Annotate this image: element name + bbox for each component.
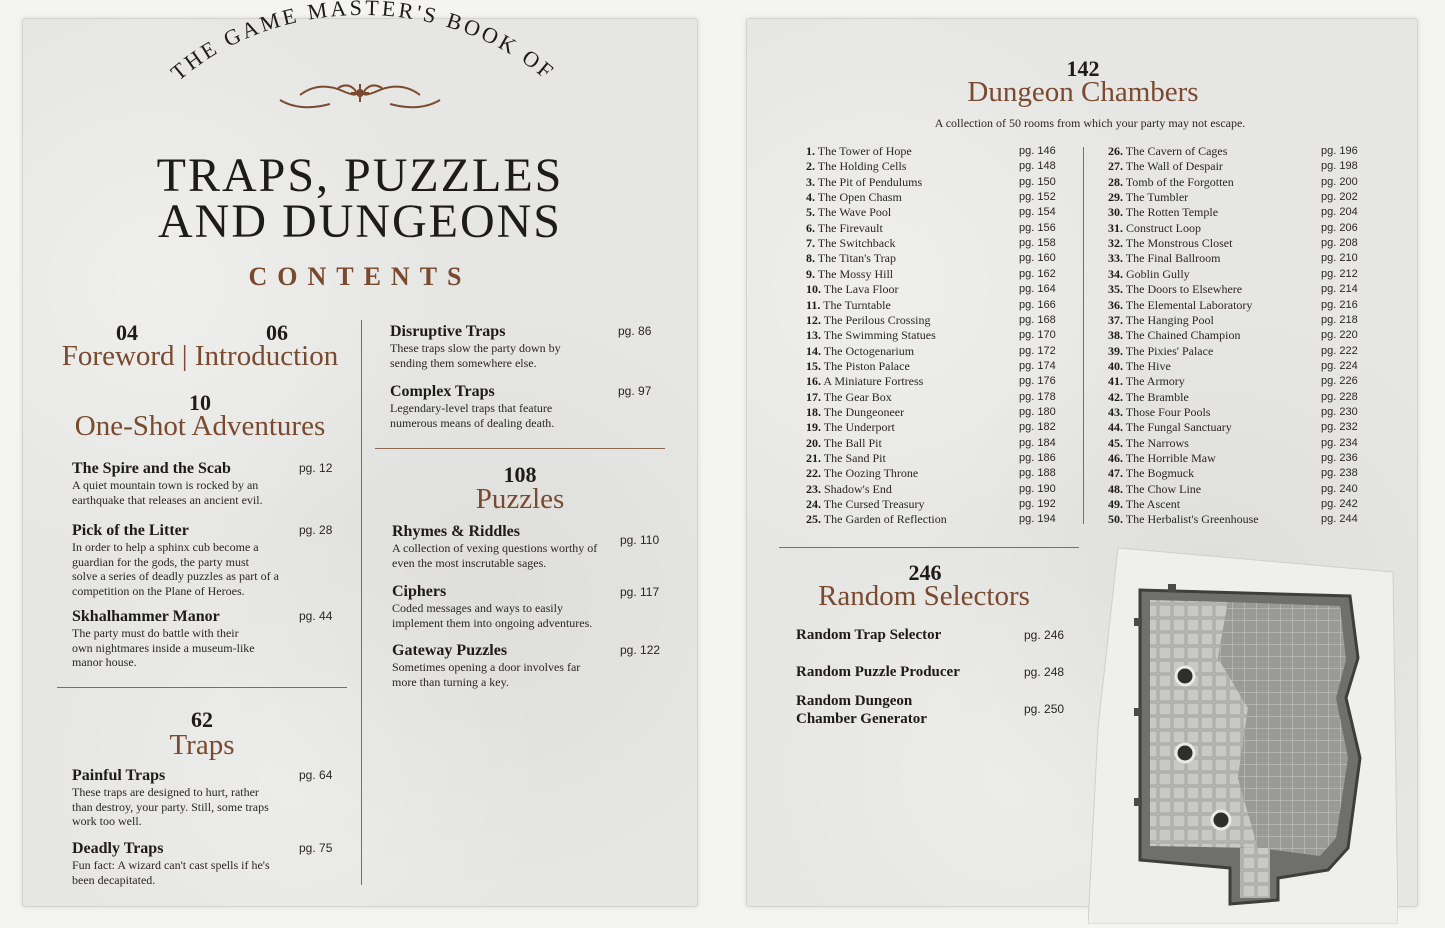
chamber-page: pg. 238 xyxy=(1321,467,1358,480)
chamber-page: pg. 154 xyxy=(1019,206,1056,219)
chamber-list-item[interactable] xyxy=(1108,405,1210,419)
chamber-number: 5. xyxy=(806,205,815,220)
chamber-list-item[interactable] xyxy=(806,159,906,173)
chamber-list-item[interactable] xyxy=(1108,159,1223,173)
entry-desc-line: Sometimes opening a door involves far xyxy=(392,660,581,674)
one-shot-section-title[interactable]: One-Shot Adventures xyxy=(74,410,326,442)
chambers-page-number: 142 xyxy=(1066,56,1100,81)
chamber-name: The Rotten Temple xyxy=(1125,205,1219,220)
entry-desc-line: In order to help a sphinx cub become a xyxy=(72,540,259,554)
chamber-list-item[interactable] xyxy=(806,328,936,342)
chamber-list-item[interactable] xyxy=(1108,420,1232,434)
chamber-page: pg. 226 xyxy=(1321,375,1358,388)
entry-title: Deadly Traps xyxy=(72,840,164,857)
chamber-name: The Armory xyxy=(1125,374,1185,389)
entry-page: pg. 64 xyxy=(299,768,333,782)
chamber-name: The Tumbler xyxy=(1125,190,1189,205)
traps-page-number: 62 xyxy=(191,707,213,732)
chamber-list-item[interactable] xyxy=(806,359,910,373)
chamber-list-item[interactable] xyxy=(1108,190,1188,204)
chamber-number: 24. xyxy=(806,497,821,512)
chamber-list-item[interactable] xyxy=(806,221,883,235)
chamber-name: Those Four Pools xyxy=(1125,404,1211,419)
chamber-page: pg. 208 xyxy=(1321,237,1358,250)
chamber-name: The Piston Palace xyxy=(823,358,910,373)
chamber-list-item[interactable] xyxy=(1108,512,1259,526)
random-page-number: 246 xyxy=(908,560,942,585)
chamber-number: 48. xyxy=(1108,481,1123,496)
entry-page: pg. 248 xyxy=(1024,665,1065,679)
chamber-name: Goblin Gully xyxy=(1126,266,1190,281)
toc-entry[interactable] xyxy=(392,582,617,630)
entry-title: Skhalhammer Manor xyxy=(72,608,220,625)
chamber-number: 11. xyxy=(806,297,821,312)
chamber-number: 18. xyxy=(806,404,821,419)
chamber-page: pg. 162 xyxy=(1019,267,1056,280)
chamber-number: 39. xyxy=(1108,343,1123,358)
svg-text:THE GAME MASTER'S BOOK OF: THE GAME MASTER'S BOOK OF xyxy=(165,0,561,86)
foreword-page-number: 04 xyxy=(116,320,138,345)
toc-entry[interactable] xyxy=(390,382,615,430)
chamber-number: 30. xyxy=(1108,205,1123,220)
chamber-list-item[interactable] xyxy=(1108,390,1189,404)
chamber-list-item[interactable] xyxy=(806,466,918,480)
entry-title: Gateway Puzzles xyxy=(392,642,508,659)
chamber-number: 7. xyxy=(806,236,815,251)
chamber-name: The Titan's Trap xyxy=(817,251,896,266)
chamber-number: 20. xyxy=(806,435,821,450)
entry-title: Ciphers xyxy=(392,583,447,600)
chamber-list-item[interactable] xyxy=(806,344,914,358)
chamber-name: The Chow Line xyxy=(1125,481,1202,496)
toc-entry[interactable] xyxy=(72,839,302,887)
entry-desc-line: Fun fact: A wizard can't cast spells if he's xyxy=(72,858,270,872)
chamber-page: pg. 212 xyxy=(1321,267,1358,280)
chamber-number: 4. xyxy=(806,190,815,205)
arched-title xyxy=(0,0,720,170)
chamber-page: pg. 194 xyxy=(1019,513,1056,526)
entry-desc-line: These traps are designed to hurt, rather xyxy=(72,785,259,799)
dungeon-map-illustration xyxy=(1088,548,1398,924)
chamber-number: 47. xyxy=(1108,466,1123,481)
chamber-number: 29. xyxy=(1108,190,1123,205)
chamber-number: 12. xyxy=(806,312,821,327)
entry-page: pg. 97 xyxy=(618,384,652,398)
chamber-number: 1. xyxy=(806,144,815,158)
chamber-name: The Switchback xyxy=(817,236,896,251)
entry-desc-line: even the most inscrutable sages. xyxy=(392,555,547,570)
chamber-list-item[interactable] xyxy=(1108,221,1201,235)
entry-page: pg. 117 xyxy=(620,585,660,599)
chamber-page: pg. 244 xyxy=(1321,513,1358,526)
entry-title: Rhymes & Riddles xyxy=(392,523,521,540)
chambers-subtitle: A collection of 50 rooms from which your party may not escape. xyxy=(934,116,1246,130)
introduction-page-number: 06 xyxy=(266,320,288,345)
chamber-name: The Open Chasm xyxy=(817,190,902,205)
toc-entry-title: Chamber Generator xyxy=(796,711,927,727)
chamber-list-item[interactable] xyxy=(806,282,898,296)
chamber-number: 10. xyxy=(806,282,821,297)
entry-page: pg. 86 xyxy=(618,324,652,338)
chamber-page: pg. 202 xyxy=(1321,191,1358,204)
chamber-page: pg. 188 xyxy=(1019,467,1056,480)
chamber-list-item[interactable] xyxy=(1108,205,1218,219)
chamber-page: pg. 168 xyxy=(1019,313,1056,326)
toc-entry[interactable] xyxy=(72,607,302,670)
chamber-list-item[interactable] xyxy=(806,144,912,158)
chamber-list-item[interactable] xyxy=(1108,298,1252,312)
chamber-number: 23. xyxy=(806,481,821,496)
chamber-name: The Firevault xyxy=(817,220,883,235)
entry-desc-line: solve a series of deadly puzzles as part of a xyxy=(72,569,279,583)
toc-entry[interactable] xyxy=(392,641,617,689)
chamber-number: 3. xyxy=(806,174,815,189)
entry-desc-line: than destroy, your party. Still, some traps xyxy=(72,799,269,814)
chamber-number: 13. xyxy=(806,328,821,343)
entry-desc-line: Coded messages and ways to easily xyxy=(392,601,563,615)
chamber-name: The Turntable xyxy=(823,297,891,312)
entry-page: pg. 12 xyxy=(299,461,333,475)
chamber-list-item[interactable] xyxy=(1108,374,1185,388)
chamber-page: pg. 148 xyxy=(1019,160,1056,173)
chamber-number: 42. xyxy=(1108,389,1123,404)
chamber-name: The Narrows xyxy=(1125,435,1189,450)
chamber-list-item[interactable] xyxy=(806,482,892,496)
chamber-page: pg. 192 xyxy=(1019,498,1056,511)
chamber-number: 46. xyxy=(1108,451,1123,465)
chamber-page: pg. 174 xyxy=(1019,359,1056,372)
chamber-page: pg. 160 xyxy=(1019,252,1056,265)
chamber-number: 25. xyxy=(806,512,821,527)
chamber-page: pg. 178 xyxy=(1019,390,1056,403)
toc-entry[interactable] xyxy=(72,521,302,598)
chamber-list-item[interactable] xyxy=(1108,482,1201,496)
entry-page: pg. 250 xyxy=(1024,702,1065,716)
section-divider xyxy=(375,448,665,449)
title-line-2: AND DUNGEONS xyxy=(158,195,562,248)
chamber-name: The Monstrous Closet xyxy=(1125,236,1233,251)
chamber-name: Construct Loop xyxy=(1126,220,1201,235)
chamber-page: pg. 180 xyxy=(1019,405,1056,418)
chamber-number: 32. xyxy=(1108,236,1123,251)
chamber-name: The Wall of Despair xyxy=(1125,159,1223,174)
chamber-page: pg. 152 xyxy=(1019,191,1056,204)
chamber-list-item[interactable] xyxy=(806,251,896,265)
chamber-name: The Final Ballroom xyxy=(1125,251,1221,266)
chamber-name: The Dungeoneer xyxy=(823,404,905,419)
chamber-list-item[interactable] xyxy=(1108,359,1171,373)
random-section-title[interactable]: Random Selectors xyxy=(818,580,1030,612)
chamber-number: 34. xyxy=(1108,266,1123,281)
chamber-page: pg. 216 xyxy=(1321,298,1358,311)
chamber-page: pg. 218 xyxy=(1321,313,1358,326)
chamber-number: 6. xyxy=(806,220,815,235)
chamber-name: The Elemental Laboratory xyxy=(1125,297,1253,312)
chamber-number: 17. xyxy=(806,389,821,404)
chamber-number: 50. xyxy=(1108,512,1123,527)
chamber-page: pg. 232 xyxy=(1321,421,1358,434)
chamber-name: A Miniature Fortress xyxy=(823,374,924,389)
chamber-page: pg. 198 xyxy=(1321,160,1358,173)
chamber-name: The Sand Pit xyxy=(823,451,886,465)
entry-desc-line: been decapitated. xyxy=(72,872,156,887)
chamber-number: 33. xyxy=(1108,251,1123,266)
chamber-list-item[interactable] xyxy=(1108,497,1180,511)
chamber-name: The Herbalist's Greenhouse xyxy=(1125,512,1259,527)
chamber-page: pg. 172 xyxy=(1019,344,1056,357)
chamber-page: pg. 234 xyxy=(1321,436,1358,449)
chamber-page: pg. 196 xyxy=(1321,145,1358,157)
entry-title: Painful Traps xyxy=(72,767,166,784)
chamber-page: pg. 182 xyxy=(1019,421,1056,434)
chamber-number: 14. xyxy=(806,343,821,358)
chamber-name: The Bogmuck xyxy=(1125,466,1195,481)
chamber-page: pg. 150 xyxy=(1019,175,1056,188)
flourish-ornament xyxy=(280,84,440,107)
chamber-number: 31. xyxy=(1108,220,1123,235)
chamber-name: The Mossy Hill xyxy=(817,266,894,281)
chamber-page: pg. 170 xyxy=(1019,329,1056,342)
chamber-name: The Ball Pit xyxy=(823,435,882,450)
chamber-page: pg. 176 xyxy=(1019,375,1056,388)
chamber-list-item[interactable] xyxy=(1108,144,1227,158)
entry-page: pg. 44 xyxy=(299,609,333,623)
entry-page: pg. 246 xyxy=(1024,628,1065,642)
chamber-name: The Bramble xyxy=(1125,389,1189,404)
chamber-page: pg. 228 xyxy=(1321,390,1358,403)
chamber-page: pg. 210 xyxy=(1321,252,1358,265)
chamber-page: pg. 206 xyxy=(1321,221,1358,234)
entry-page: pg. 75 xyxy=(299,841,333,855)
chamber-name: The Octogenarium xyxy=(823,343,915,358)
chamber-page: pg. 204 xyxy=(1321,206,1358,219)
entry-page: pg. 28 xyxy=(299,523,333,537)
chambers-section-title[interactable]: Dungeon Chambers xyxy=(967,76,1199,108)
chamber-list-item[interactable] xyxy=(806,374,923,388)
chamber-name: The Hanging Pool xyxy=(1125,312,1214,327)
entry-desc-line: A collection of vexing questions worthy of xyxy=(392,541,598,555)
toc-entry[interactable] xyxy=(390,322,615,370)
chamber-number: 22. xyxy=(806,466,821,481)
puzzles-section-title[interactable]: Puzzles xyxy=(475,483,565,515)
chamber-page: pg. 200 xyxy=(1321,175,1358,188)
chamber-list-item[interactable] xyxy=(1108,282,1242,296)
toc-entry-title[interactable]: Random Puzzle Producer xyxy=(796,664,960,680)
chamber-list-item[interactable] xyxy=(806,436,882,450)
chamber-list-item[interactable] xyxy=(1108,313,1214,327)
chamber-list-item[interactable] xyxy=(1108,451,1216,465)
entry-desc-line: work too well. xyxy=(72,814,142,828)
toc-entry-title[interactable]: Random Trap Selector xyxy=(796,627,942,643)
entry-title: Pick of the Litter xyxy=(72,522,189,539)
chamber-number: 2. xyxy=(806,159,815,174)
entry-desc-line: implement them into ongoing adventures. xyxy=(392,615,593,630)
chamber-page: pg. 156 xyxy=(1019,221,1056,234)
chamber-list-item[interactable] xyxy=(806,512,947,526)
chamber-number: 44. xyxy=(1108,420,1123,435)
chamber-name: The Swimming Statues xyxy=(823,328,936,343)
toc-entry-title: Random Dungeon xyxy=(796,693,913,709)
entry-title: Disruptive Traps xyxy=(390,323,506,340)
chamber-list-item[interactable] xyxy=(806,313,930,327)
chamber-page: pg. 242 xyxy=(1321,498,1358,511)
entry-desc-line: Legendary-level traps that feature xyxy=(390,401,553,415)
entry-desc-line: numerous means of dealing death. xyxy=(390,415,555,430)
chamber-name: The Pit of Pendulums xyxy=(817,174,923,189)
chamber-page: pg. 164 xyxy=(1019,283,1056,296)
section-divider xyxy=(779,547,1079,548)
entry-title: Complex Traps xyxy=(390,383,495,400)
chamber-page: pg. 214 xyxy=(1321,283,1358,296)
chamber-list-item[interactable] xyxy=(806,236,895,250)
chamber-list-item[interactable] xyxy=(1108,344,1213,358)
chamber-name: The Pixies' Palace xyxy=(1125,343,1214,358)
chamber-page: pg. 186 xyxy=(1019,452,1056,464)
chamber-page: pg. 184 xyxy=(1019,436,1056,449)
chamber-name: The Chained Champion xyxy=(1125,328,1241,343)
entry-page: pg. 110 xyxy=(620,533,660,547)
chamber-number: 49. xyxy=(1108,497,1123,512)
chamber-name: The Oozing Throne xyxy=(823,466,919,481)
entry-title: The Spire and the Scab xyxy=(72,460,231,477)
chamber-name: The Underport xyxy=(823,420,895,435)
chamber-name: The Cursed Treasury xyxy=(823,497,925,512)
chamber-number: 26. xyxy=(1108,144,1123,158)
entry-desc-line: own nightmares inside a museum-like xyxy=(72,640,255,655)
chamber-page: pg. 236 xyxy=(1321,452,1358,464)
entry-desc-line: The party must do battle with their xyxy=(72,626,239,640)
chamber-page: pg. 224 xyxy=(1321,359,1358,372)
chamber-name: The Holding Cells xyxy=(817,159,907,174)
chamber-name: The Hive xyxy=(1125,358,1171,373)
chamber-name: The Horrible Maw xyxy=(1125,451,1216,465)
entry-desc-line: earthquake that releases an ancient evil. xyxy=(72,492,263,507)
chamber-list-item[interactable] xyxy=(806,175,922,189)
chamber-number: 21. xyxy=(806,451,821,465)
entry-desc-line: sending them somewhere else. xyxy=(390,355,537,370)
one-shot-page-number: 10 xyxy=(189,390,211,415)
chamber-name: The Doors to Elsewhere xyxy=(1125,282,1243,297)
entry-page: pg. 122 xyxy=(620,643,661,657)
chamber-list-item[interactable] xyxy=(1108,236,1232,250)
entry-desc-line: A quiet mountain town is rocked by an xyxy=(72,478,259,492)
chamber-number: 36. xyxy=(1108,297,1123,312)
chamber-list-item[interactable] xyxy=(1108,267,1190,281)
toc-entry[interactable] xyxy=(72,766,302,829)
chamber-page: pg. 166 xyxy=(1019,298,1056,311)
chamber-name: Tomb of the Forgotten xyxy=(1125,174,1234,189)
column-divider xyxy=(361,320,362,885)
toc-entry[interactable] xyxy=(72,459,302,507)
chamber-list-item[interactable] xyxy=(806,298,891,312)
entry-desc-line: guardian for the gods, the party must xyxy=(72,554,249,569)
entry-desc-line: These traps slow the party down by xyxy=(390,341,561,355)
column-divider xyxy=(1083,147,1084,524)
chamber-list-item[interactable] xyxy=(806,420,895,434)
chamber-name: The Cavern of Cages xyxy=(1125,144,1228,158)
contents-heading: CONTENTS xyxy=(248,262,472,291)
entry-desc-line: competition on the Plane of Heroes. xyxy=(72,583,245,598)
chamber-name: The Gear Box xyxy=(823,389,892,404)
title-line-1: TRAPS, PUZZLES xyxy=(156,149,564,202)
chamber-list-item[interactable] xyxy=(1108,251,1220,265)
entry-desc-line: more than turning a key. xyxy=(392,674,509,689)
chamber-number: 9. xyxy=(806,266,815,281)
chamber-name: Shadow's End xyxy=(824,481,892,496)
toc-entry[interactable] xyxy=(392,522,617,570)
chamber-number: 41. xyxy=(1108,374,1123,389)
chamber-name: The Fungal Sanctuary xyxy=(1125,420,1232,435)
chamber-number: 45. xyxy=(1108,435,1123,450)
chamber-number: 37. xyxy=(1108,312,1123,327)
chamber-name: The Tower of Hope xyxy=(817,144,912,158)
chamber-number: 27. xyxy=(1108,159,1123,174)
chamber-number: 43. xyxy=(1108,404,1123,419)
chamber-list-item[interactable] xyxy=(806,205,891,219)
chamber-name: The Wave Pool xyxy=(817,205,892,220)
toc-entry[interactable] xyxy=(796,692,1016,728)
chamber-list-item[interactable] xyxy=(806,451,886,465)
chamber-list-item[interactable] xyxy=(806,267,893,281)
puzzles-page-number: 108 xyxy=(503,462,537,487)
chamber-name: The Lava Floor xyxy=(823,282,899,297)
chamber-page: pg. 240 xyxy=(1321,482,1358,495)
chamber-page: pg. 146 xyxy=(1019,145,1056,157)
chamber-list-item[interactable] xyxy=(806,405,904,419)
chamber-name: The Ascent xyxy=(1125,497,1181,512)
chamber-list-item[interactable] xyxy=(1108,175,1234,189)
traps-section-title[interactable]: Traps xyxy=(169,729,235,761)
section-divider xyxy=(57,687,347,688)
chamber-list-item[interactable] xyxy=(1108,466,1194,480)
chamber-page: pg. 158 xyxy=(1019,237,1056,250)
chamber-number: 38. xyxy=(1108,328,1123,343)
chamber-page: pg. 222 xyxy=(1321,344,1358,357)
chamber-page: pg. 190 xyxy=(1019,482,1056,495)
chamber-page: pg. 230 xyxy=(1321,405,1358,418)
chamber-list-item[interactable] xyxy=(1108,436,1189,450)
chamber-list-item[interactable] xyxy=(806,497,924,511)
chamber-name: The Garden of Reflection xyxy=(823,512,947,527)
chamber-number: 15. xyxy=(806,358,821,373)
chamber-list-item[interactable] xyxy=(806,190,902,204)
chamber-number: 40. xyxy=(1108,358,1123,373)
chamber-list-item[interactable] xyxy=(806,390,892,404)
foreword-introduction-title[interactable]: Foreword | Introduction xyxy=(61,340,339,372)
entry-desc-line: manor house. xyxy=(72,655,137,669)
chamber-number: 16. xyxy=(806,374,821,389)
chamber-page: pg. 220 xyxy=(1321,329,1358,342)
chamber-number: 28. xyxy=(1108,174,1123,189)
chamber-number: 8. xyxy=(806,251,815,266)
chamber-number: 35. xyxy=(1108,282,1123,297)
chamber-number: 19. xyxy=(806,420,821,435)
chamber-list-item[interactable] xyxy=(1108,328,1240,342)
chamber-name: The Perilous Crossing xyxy=(823,312,931,327)
